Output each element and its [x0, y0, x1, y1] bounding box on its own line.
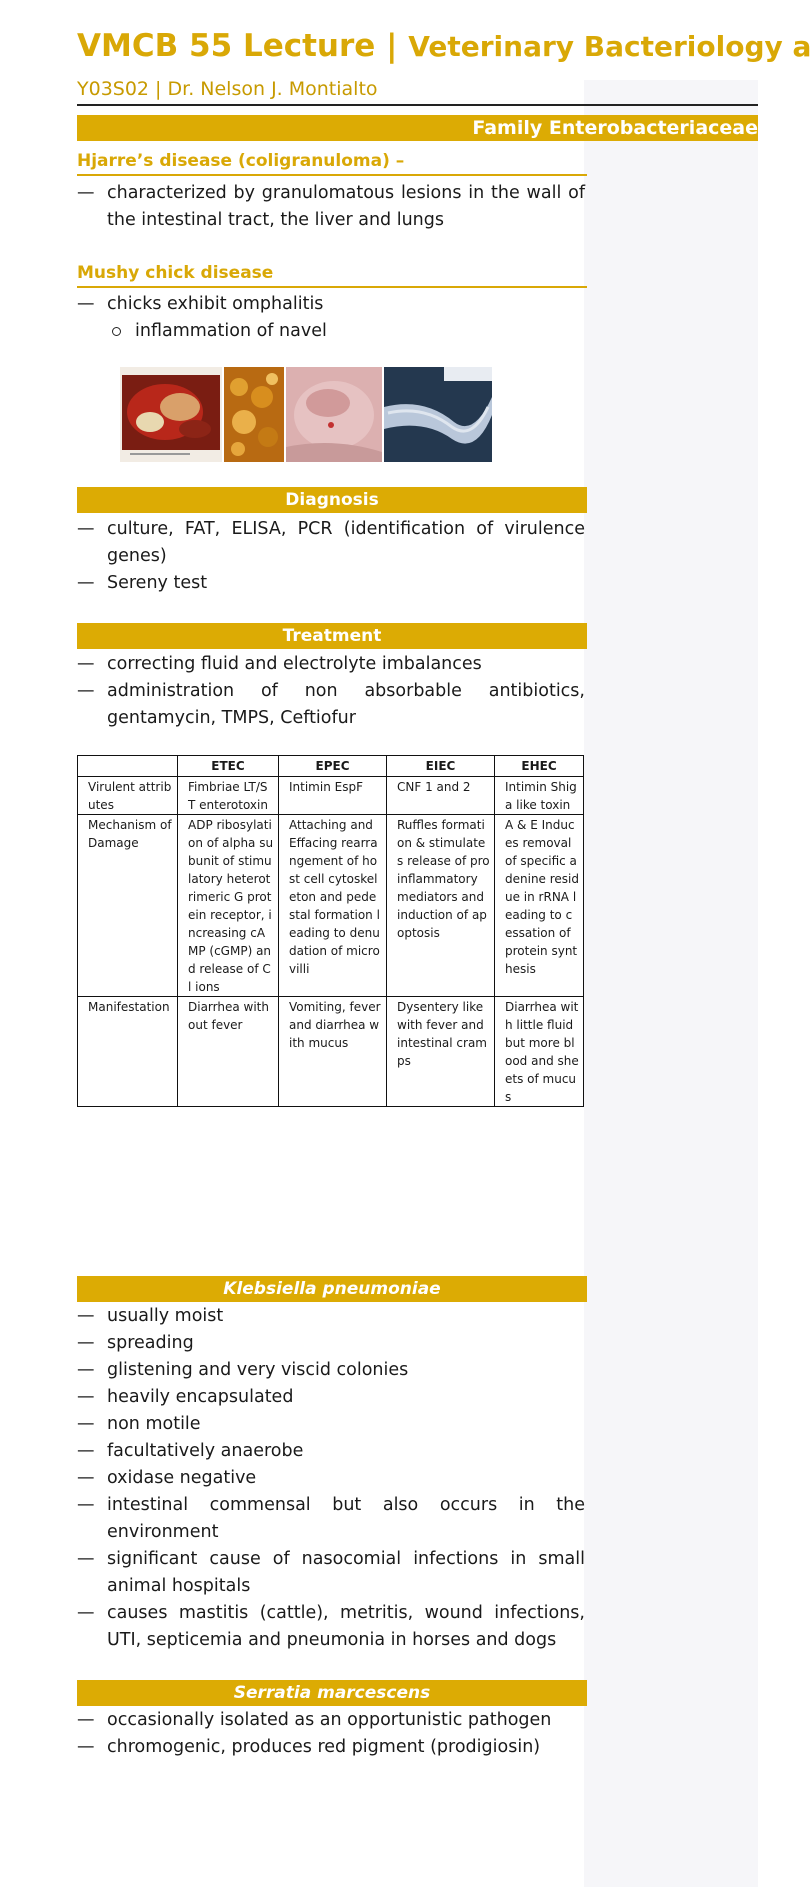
table-header-cell	[78, 756, 178, 777]
bullet-text: chicks exhibit omphalitis	[107, 294, 324, 314]
diagnosis-banner: Diagnosis	[77, 487, 587, 513]
ecoli-pathotype-table	[77, 755, 584, 1107]
klebsiella-banner: Klebsiella pneumoniae	[77, 1276, 587, 1302]
table-header-cell: EIEC	[387, 756, 495, 777]
table-row	[78, 815, 584, 997]
bullet-text: spreading	[107, 1333, 194, 1353]
dash-marker: —	[77, 681, 95, 701]
table-cell: Intimin EspF	[279, 777, 387, 815]
dash-marker: —	[77, 1360, 95, 1380]
serratia-banner: Serratia marcescens	[77, 1680, 587, 1706]
mushy-heading: Mushy chick disease	[77, 263, 587, 288]
header-divider	[77, 104, 758, 106]
list-item	[77, 1734, 585, 1761]
bullet-text: Sereny test	[107, 573, 208, 593]
table-header-cell: ETEC	[178, 756, 279, 777]
table-header-row	[78, 756, 584, 777]
dash-marker: —	[77, 1495, 95, 1515]
bullet-text: culture, FAT, ELISA, PCR (identification of virulence genes)	[107, 519, 585, 566]
bullet-text: glistening and very viscid colonies	[107, 1360, 409, 1380]
dash-marker: —	[77, 1603, 95, 1623]
list-item	[77, 1384, 585, 1411]
photo-necropsy	[120, 367, 222, 462]
bullet-text: correcting fluid and electrolyte imbalances	[107, 654, 482, 674]
hjarre-heading: Hjarre’s disease (coligranuloma) –	[77, 151, 587, 176]
document-title	[77, 28, 811, 64]
table-cell: ADP ribosylation of alpha subunit of stimulatory heterotrimeric G protein receptor, increasing cAMP (cGMP) and release of Cl ions	[178, 815, 279, 997]
mushy-bullets	[77, 291, 585, 318]
serratia-bullets	[77, 1707, 585, 1761]
list-item	[77, 1546, 585, 1600]
bullet-text: characterized by granulomatous lesions in the wall of the intestinal tract, the liver and lungs	[107, 183, 585, 230]
bullet-text: facultatively anaerobe	[107, 1441, 304, 1461]
photo-navel	[286, 367, 382, 462]
dash-marker: —	[77, 654, 95, 674]
dash-marker: —	[77, 1549, 95, 1569]
circle-bullet-icon	[112, 327, 121, 336]
list-item	[77, 1600, 585, 1654]
bullet-text: heavily encapsulated	[107, 1387, 294, 1407]
table-cell: A & E Induces removal of specific adenine residue in rRNA leading to cessation of protein synthesis	[495, 815, 584, 997]
list-item	[77, 291, 585, 318]
bullet-text: significant cause of nasocomial infections in small animal hospitals	[107, 1549, 585, 1596]
dash-marker: —	[77, 1414, 95, 1434]
family-banner-label: Family Enterobacteriaceae	[472, 117, 758, 139]
table-cell: Attaching and Effacing rearrangement of host cell cytoskeleton and pedestal formation leading to denudation of microvilli	[279, 815, 387, 997]
table-cell: Vomiting, fever and diarrhea with mucus	[279, 997, 387, 1107]
list-item	[77, 1707, 585, 1734]
list-item	[77, 1492, 585, 1546]
dash-marker: —	[77, 1468, 95, 1488]
title-subject: Veterinary Bacteriology a	[408, 30, 811, 63]
table-cell: Fimbriae LT/ST enterotoxin	[178, 777, 279, 815]
klebsiella-bullets	[77, 1303, 585, 1654]
table-cell: Mechanism of Damage	[78, 815, 178, 997]
dash-marker: —	[77, 183, 95, 203]
dash-marker: —	[77, 573, 95, 593]
list-item	[77, 1330, 585, 1357]
list-item	[77, 651, 585, 678]
treatment-banner: Treatment	[77, 623, 587, 649]
table-cell: Virulent attributes	[78, 777, 178, 815]
diagnosis-bullets	[77, 516, 585, 597]
document-subtitle: Y03S02 | Dr. Nelson J. Montialto	[77, 78, 378, 100]
title-course: VMCB 55 Lecture |	[77, 28, 409, 64]
dash-marker: —	[77, 294, 95, 314]
treatment-bullets	[77, 651, 585, 732]
table-header-cell: EHEC	[495, 756, 584, 777]
list-item	[77, 1438, 585, 1465]
table-cell: Diarrhea without fever	[178, 997, 279, 1107]
page-margin-shade	[584, 80, 758, 1887]
bullet-text: oxidase negative	[107, 1468, 257, 1488]
sub-bullet-text: inflammation of navel	[135, 321, 327, 341]
lesion-photo-strip	[120, 367, 543, 462]
list-item	[77, 180, 585, 234]
list-item	[77, 1357, 585, 1384]
dash-marker: —	[77, 1441, 95, 1461]
table-cell: Intimin Shiga like toxin	[495, 777, 584, 815]
dash-marker: —	[77, 1333, 95, 1353]
family-banner	[77, 115, 758, 141]
list-item	[77, 1303, 585, 1330]
dash-marker: —	[77, 1306, 95, 1326]
table-cell: CNF 1 and 2	[387, 777, 495, 815]
table-header-cell: EPEC	[279, 756, 387, 777]
bullet-text: occasionally isolated as an opportunistic pathogen	[107, 1710, 552, 1730]
bullet-text: intestinal commensal but also occurs in the environment	[107, 1495, 585, 1542]
table-row	[78, 777, 584, 815]
photo-intestine	[384, 367, 492, 462]
bullet-text: non motile	[107, 1414, 201, 1434]
hjarre-bullets	[77, 180, 585, 234]
table-row	[78, 997, 584, 1107]
photo-granuloma	[224, 367, 284, 462]
table-cell: Ruffles formation & stimulates release of proinflammatory mediators and induction of apoptosis	[387, 815, 495, 997]
table-cell: Manifestation	[78, 997, 178, 1107]
dash-marker: —	[77, 1387, 95, 1407]
bullet-text: usually moist	[107, 1306, 224, 1326]
dash-marker: —	[77, 519, 95, 539]
table-cell: Dysentery like with fever and intestinal cramps	[387, 997, 495, 1107]
list-item	[77, 570, 585, 597]
bullet-text: causes mastitis (cattle), metritis, wound infections, UTI, septicemia and pneumonia in horses and dogs	[107, 1603, 585, 1650]
mushy-sub-bullet	[112, 318, 327, 345]
list-item	[77, 1465, 585, 1492]
list-item	[77, 1411, 585, 1438]
bullet-text: chromogenic, produces red pigment (prodigiosin)	[107, 1737, 541, 1757]
dash-marker: —	[77, 1737, 95, 1757]
dash-marker: —	[77, 1710, 95, 1730]
list-item	[77, 678, 585, 732]
list-item	[77, 516, 585, 570]
bullet-text: administration of non absorbable antibiotics, gentamycin, TMPS, Ceftiofur	[107, 681, 585, 728]
table-cell: Diarrhea with little fluid but more blood and sheets of mucus	[495, 997, 584, 1107]
